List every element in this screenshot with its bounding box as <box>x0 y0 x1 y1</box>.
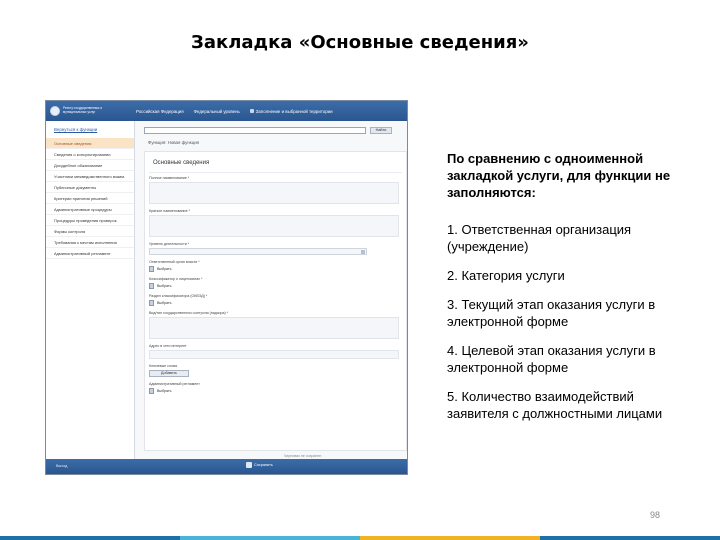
field-website <box>145 341 406 361</box>
slide-title: Закладка «Основные сведения» <box>191 32 529 53</box>
nav-item-level[interactable]: Федеральный уровень <box>193 108 240 114</box>
sidebar-item-regulation[interactable]: Административный регламент <box>46 248 134 259</box>
notes-panel <box>447 150 687 434</box>
search-input[interactable] <box>144 127 366 134</box>
save-label: Сохранить <box>254 463 273 467</box>
stripe <box>0 536 180 540</box>
field-regulation <box>145 379 406 396</box>
sidebar <box>46 121 135 461</box>
full-name-input[interactable] <box>149 182 399 204</box>
field-label: Уровень деятельности * <box>149 242 190 246</box>
document-icon <box>149 388 154 394</box>
search-button[interactable]: Найти <box>370 127 392 134</box>
nav-item-territory[interactable] <box>250 109 333 114</box>
embedded-screenshot <box>45 100 408 475</box>
search-row <box>136 121 408 134</box>
bottom-stripes <box>0 536 720 540</box>
level-select[interactable] <box>149 248 367 255</box>
emblem-icon <box>50 106 60 116</box>
app-header <box>46 101 407 121</box>
note-item: 4. Целевой этап оказания услуги в электронной форме <box>447 343 656 375</box>
document-icon <box>149 300 154 306</box>
regulation-pick[interactable] <box>149 388 402 394</box>
sidebar-item-control-forms[interactable]: Формы контроля <box>46 226 134 237</box>
nav-item-federation[interactable]: Российская Федерация <box>136 108 184 114</box>
field-label: Полное наименование * <box>149 176 190 180</box>
control-type-input[interactable] <box>149 317 399 339</box>
stripe <box>180 536 360 540</box>
main-content <box>136 121 408 461</box>
panel-title: Основные сведения <box>149 152 402 173</box>
note-item: 3. Текущий этап оказания услуги в электронной форме <box>447 297 656 329</box>
note-item: 1. Ответственная организация (учреждение) <box>447 222 632 254</box>
page-number: 98 <box>650 510 661 520</box>
save-button[interactable] <box>246 462 273 468</box>
save-icon <box>246 462 252 468</box>
field-short-name <box>145 206 406 239</box>
sidebar-item-requirements[interactable]: Требования к местам исполнения <box>46 237 134 248</box>
app-footer <box>46 459 407 474</box>
website-input[interactable] <box>149 350 399 359</box>
sidebar-item-inspections[interactable]: Процедуры проведения проверок <box>46 215 134 226</box>
short-name-input[interactable] <box>149 215 399 237</box>
document-icon <box>149 266 154 272</box>
form-panel <box>144 151 407 451</box>
field-full-name <box>145 173 406 206</box>
field-label: Административный регламент <box>149 382 200 386</box>
note-item: 2. Категория услуги <box>447 268 565 283</box>
sidebar-item-public-docs[interactable]: Публичные документы <box>46 182 134 193</box>
licensees-pick[interactable] <box>149 283 402 289</box>
header-nav <box>118 109 333 114</box>
breadcrumb: Функция: Новая функция <box>148 140 200 145</box>
sidebar-item-participants[interactable]: Участники межведомственного взаим. <box>46 171 134 182</box>
field-label: Вид/тип государственного контроля (надзора) * <box>149 311 229 315</box>
pick-label: Выбрать <box>157 301 172 305</box>
field-licensees <box>145 274 406 291</box>
field-level <box>145 239 406 257</box>
pick-label: Выбрать <box>157 284 172 288</box>
authority-pick[interactable] <box>149 266 402 272</box>
status-text: Черновик не сохранен <box>284 454 322 458</box>
notes-intro: По сравнению с одноименной закладкой услуги, для функции не заполняются: <box>447 151 671 200</box>
field-okved <box>145 291 406 308</box>
field-keywords <box>145 361 406 379</box>
field-label: Краткое наименование * <box>149 209 190 213</box>
exit-link[interactable]: Выход <box>56 464 68 468</box>
logo-text: Реестр государственных и муниципальных услуг <box>63 106 103 114</box>
nav-item-territory-label: Заполнение и выбранной территории <box>255 108 333 114</box>
pin-icon <box>250 109 254 113</box>
back-to-function-link[interactable]: Вернуться к функции <box>54 127 98 132</box>
field-authority <box>145 257 406 274</box>
field-label: Ответственный орган власти * <box>149 260 200 264</box>
app-logo[interactable] <box>46 101 118 121</box>
sidebar-item-procedures[interactable]: Административные процедуры <box>46 204 134 215</box>
chevron-down-icon <box>361 250 365 254</box>
okved-pick[interactable] <box>149 300 402 306</box>
stripe <box>540 536 720 540</box>
pick-label: Выбрать <box>157 267 172 271</box>
field-label: Ключевые слова <box>149 364 177 368</box>
field-label: Раздел классификатора (ОКВЭД) * <box>149 294 208 298</box>
field-control-type <box>145 308 406 341</box>
field-label: Классификатор о лицензиатах * <box>149 277 203 281</box>
pick-label: Выбрать <box>157 389 172 393</box>
sidebar-item-consulting[interactable]: Сведения о консультировании <box>46 149 134 160</box>
stripe <box>360 536 540 540</box>
sidebar-item-criteria[interactable]: Критерии принятия решений <box>46 193 134 204</box>
sidebar-item-basic-info[interactable]: Основные сведения <box>46 138 134 149</box>
add-keyword-button[interactable]: Добавить <box>149 370 189 377</box>
document-icon <box>149 283 154 289</box>
field-label: Адрес в сети интернет <box>149 344 187 348</box>
sidebar-item-appeal[interactable]: Досудебное обжалование <box>46 160 134 171</box>
note-item: 5. Количество взаимодействий заявителя с должностными лицами <box>447 389 663 421</box>
